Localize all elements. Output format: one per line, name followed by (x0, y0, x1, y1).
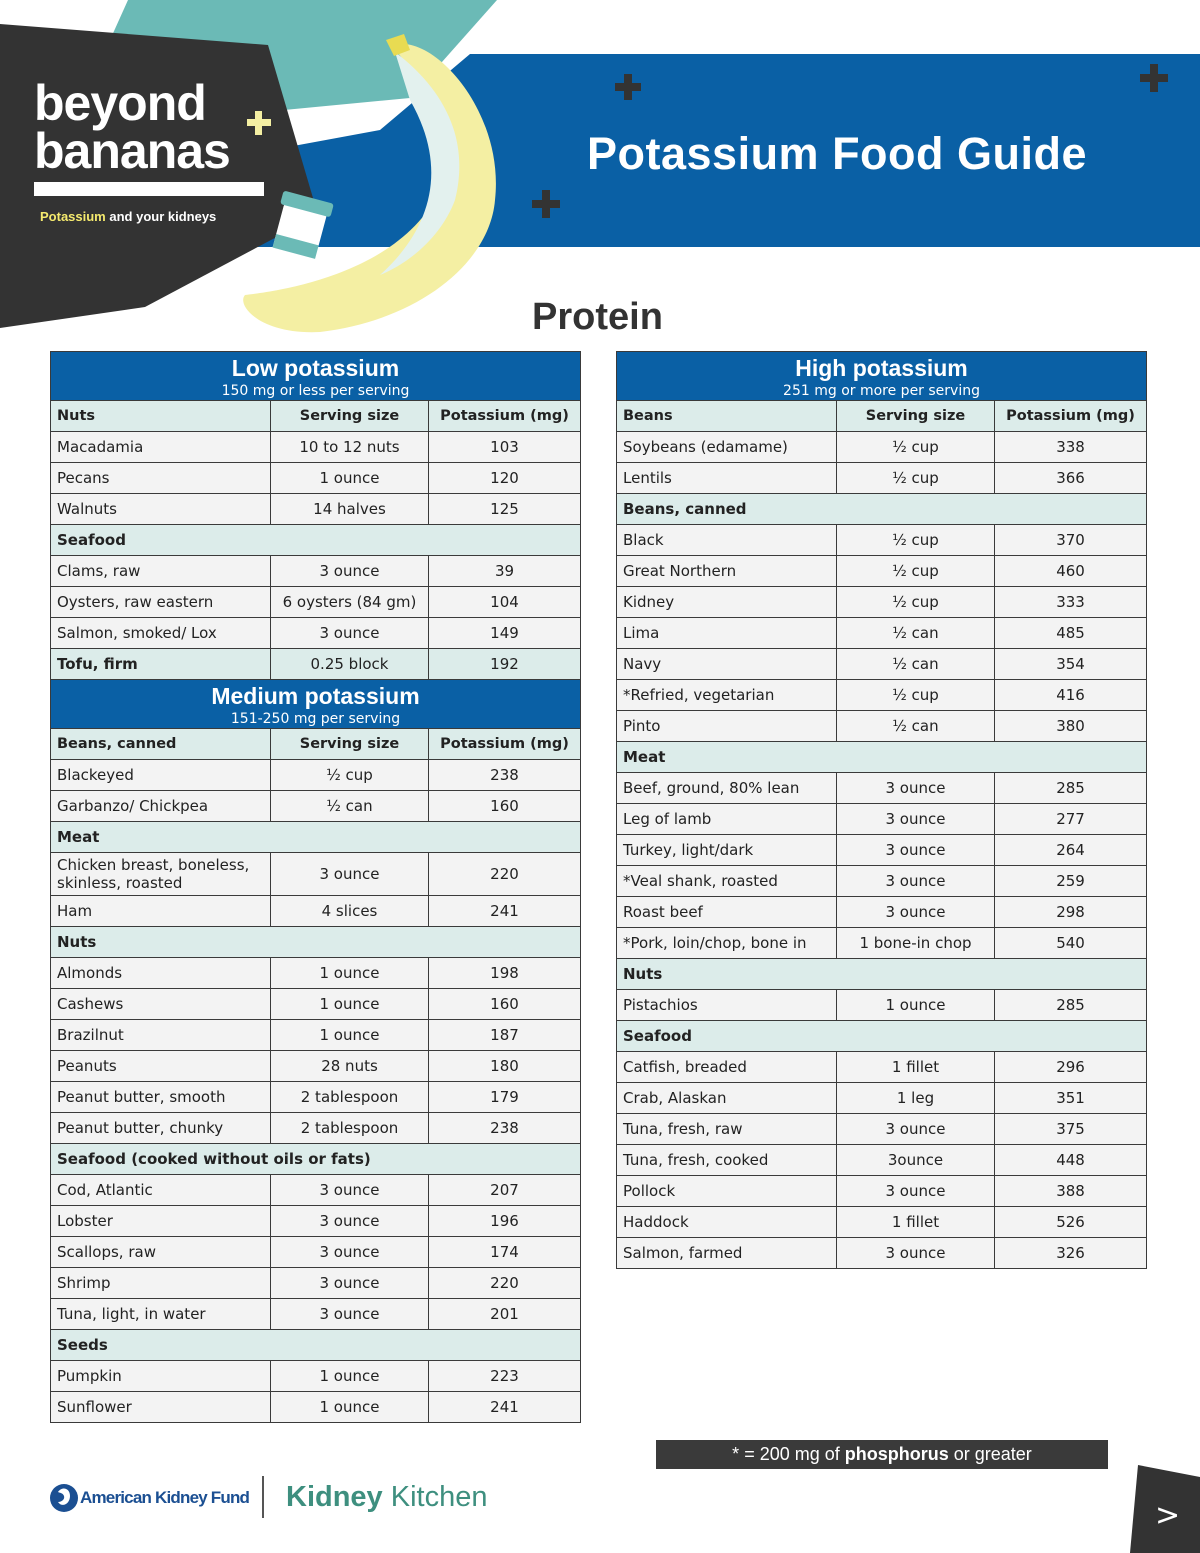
logo-tagline (40, 209, 216, 224)
table-row (617, 990, 1147, 1021)
table-row (51, 1051, 581, 1082)
potassium-mg: 298 (995, 897, 1147, 928)
table-row (51, 649, 581, 680)
category-row (617, 959, 1147, 990)
potassium-mg: 296 (995, 1052, 1147, 1083)
table-row (51, 896, 581, 927)
high-potassium-table (616, 351, 1147, 1269)
table-row (617, 525, 1147, 556)
table-row (51, 1268, 581, 1299)
category-row (617, 494, 1147, 525)
table-row (617, 432, 1147, 463)
serving-size: ½ cup (271, 760, 429, 791)
food-name: Pistachios (617, 990, 837, 1021)
table-row (617, 804, 1147, 835)
serving-size: 3 ounce (837, 1114, 995, 1145)
table-row (617, 773, 1147, 804)
potassium-mg: 333 (995, 587, 1147, 618)
food-name: Lobster (51, 1206, 271, 1237)
table-row (51, 494, 581, 525)
potassium-mg: 238 (429, 760, 581, 791)
food-name: Cashews (51, 989, 271, 1020)
column-header-row (51, 401, 581, 432)
serving-size-header: Serving size (271, 729, 429, 760)
table-row (51, 463, 581, 494)
food-name: Tofu, firm (51, 649, 271, 680)
table-row (51, 791, 581, 822)
table-row (51, 432, 581, 463)
kk-rest: Kitchen (382, 1481, 488, 1513)
category-label: Seeds (51, 1330, 581, 1361)
category-label: Meat (617, 742, 1147, 773)
potassium-mg: 179 (429, 1082, 581, 1113)
food-name: Lentils (617, 463, 837, 494)
legend-prefix: = 200 mg of (739, 1444, 845, 1464)
serving-size: 1 fillet (837, 1052, 995, 1083)
serving-size: ½ cup (837, 463, 995, 494)
table-row (617, 711, 1147, 742)
category-label: Beans, canned (617, 494, 1147, 525)
table-row (51, 618, 581, 649)
table-row (617, 649, 1147, 680)
column-header-row (51, 729, 581, 760)
category-row (51, 822, 581, 853)
food-name: Tuna, light, in water (51, 1299, 271, 1330)
table-row (617, 835, 1147, 866)
potassium-mg: 220 (429, 853, 581, 896)
potassium-mg: 264 (995, 835, 1147, 866)
table-row (617, 1238, 1147, 1269)
table-row (51, 1392, 581, 1423)
serving-size: 3 ounce (271, 618, 429, 649)
potassium-band (51, 352, 581, 401)
table-row (51, 989, 581, 1020)
potassium-mg: 388 (995, 1176, 1147, 1207)
food-name: Tuna, fresh, raw (617, 1114, 837, 1145)
serving-size: 3 ounce (837, 835, 995, 866)
serving-size: 1 ounce (271, 463, 429, 494)
category-header: Nuts (51, 401, 271, 432)
band-subtitle: 151-250 mg per serving (230, 711, 401, 727)
low-medium-table-body (51, 352, 581, 1423)
table-row (51, 760, 581, 791)
potassium-mg: 375 (995, 1114, 1147, 1145)
potassium-header: Potassium (mg) (429, 729, 581, 760)
kidney-kitchen-wordmark[interactable] (286, 1481, 487, 1514)
serving-size: ½ cup (837, 432, 995, 463)
potassium-mg: 120 (429, 463, 581, 494)
food-name: Black (617, 525, 837, 556)
column-header-row (617, 401, 1147, 432)
potassium-mg: 540 (995, 928, 1147, 959)
food-name: Peanuts (51, 1051, 271, 1082)
potassium-mg: 448 (995, 1145, 1147, 1176)
serving-size: 1 ounce (271, 1392, 429, 1423)
table-row (51, 1020, 581, 1051)
band-title: High potassium (795, 355, 968, 381)
category-header: Beans, canned (51, 729, 271, 760)
food-name: Sunflower (51, 1392, 271, 1423)
potassium-mg: 326 (995, 1238, 1147, 1269)
serving-size: ½ can (837, 711, 995, 742)
serving-size: 3 ounce (271, 1237, 429, 1268)
table-row (51, 587, 581, 618)
potassium-mg: 416 (995, 680, 1147, 711)
food-name: Shrimp (51, 1268, 271, 1299)
table-row (51, 1299, 581, 1330)
potassium-mg: 241 (429, 896, 581, 927)
table-row (51, 556, 581, 587)
serving-size: 1 fillet (837, 1207, 995, 1238)
tagline-rest: and your kidneys (105, 209, 217, 224)
table-row (617, 928, 1147, 959)
potassium-mg: 192 (429, 649, 581, 680)
potassium-mg: 241 (429, 1392, 581, 1423)
table-row (51, 958, 581, 989)
potassium-mg: 354 (995, 649, 1147, 680)
serving-size: 14 halves (271, 494, 429, 525)
potassium-mg: 104 (429, 587, 581, 618)
food-name: Ham (51, 896, 271, 927)
food-name: Walnuts (51, 494, 271, 525)
food-name: Kidney (617, 587, 837, 618)
potassium-mg: 207 (429, 1175, 581, 1206)
potassium-mg: 351 (995, 1083, 1147, 1114)
serving-size-header: Serving size (271, 401, 429, 432)
table-row (51, 1082, 581, 1113)
category-label: Nuts (617, 959, 1147, 990)
potassium-mg: 366 (995, 463, 1147, 494)
food-name: *Pork, loin/chop, bone in (617, 928, 837, 959)
table-row (51, 1206, 581, 1237)
serving-size: 3 ounce (837, 897, 995, 928)
serving-size: 1 ounce (271, 1361, 429, 1392)
table-row (617, 1083, 1147, 1114)
band-title: Low potassium (231, 355, 400, 381)
potassium-mg: 196 (429, 1206, 581, 1237)
food-name: Clams, raw (51, 556, 271, 587)
serving-size: ½ cup (837, 680, 995, 711)
potassium-mg: 223 (429, 1361, 581, 1392)
serving-size: 4 slices (271, 896, 429, 927)
band-cell (51, 680, 581, 729)
food-name: Oysters, raw eastern (51, 587, 271, 618)
category-label: Seafood (617, 1021, 1147, 1052)
potassium-band (617, 352, 1147, 401)
food-name: Brazilnut (51, 1020, 271, 1051)
category-row (617, 1021, 1147, 1052)
category-header: Beans (617, 401, 837, 432)
serving-size: 3 ounce (837, 866, 995, 897)
table-row (617, 618, 1147, 649)
potassium-band (51, 680, 581, 729)
logo-line-2: bananas (34, 123, 230, 179)
serving-size: ½ can (837, 649, 995, 680)
serving-size: 1 ounce (837, 990, 995, 1021)
food-name: Chicken breast, boneless, skinless, roasted (51, 853, 271, 896)
food-name: Almonds (51, 958, 271, 989)
serving-size: 1 ounce (271, 958, 429, 989)
food-name: Soybeans (edamame) (617, 432, 837, 463)
food-name: Navy (617, 649, 837, 680)
category-row (51, 927, 581, 958)
food-name: Scallops, raw (51, 1237, 271, 1268)
potassium-mg: 39 (429, 556, 581, 587)
serving-size: 28 nuts (271, 1051, 429, 1082)
food-name: Pumpkin (51, 1361, 271, 1392)
serving-size: 3ounce (837, 1145, 995, 1176)
page-header (0, 0, 1200, 340)
footer-divider (262, 1476, 264, 1518)
potassium-mg: 380 (995, 711, 1147, 742)
potassium-mg: 285 (995, 990, 1147, 1021)
potassium-mg: 149 (429, 618, 581, 649)
serving-size: ½ can (837, 618, 995, 649)
table-row (617, 1114, 1147, 1145)
potassium-mg: 338 (995, 432, 1147, 463)
table-row (51, 1113, 581, 1144)
category-label: Seafood (51, 525, 581, 556)
serving-size: 3 ounce (271, 556, 429, 587)
food-name: Pollock (617, 1176, 837, 1207)
logo-line-1: beyond (34, 75, 206, 131)
serving-size: ½ can (271, 791, 429, 822)
serving-size: 1 ounce (271, 1020, 429, 1051)
table-row (51, 853, 581, 896)
serving-size: 3 ounce (837, 804, 995, 835)
food-name: Lima (617, 618, 837, 649)
food-name: *Refried, vegetarian (617, 680, 837, 711)
potassium-mg: 103 (429, 432, 581, 463)
serving-size-header: Serving size (837, 401, 995, 432)
serving-size: 3 ounce (271, 1268, 429, 1299)
serving-size: 3 ounce (837, 773, 995, 804)
potassium-mg: 285 (995, 773, 1147, 804)
high-table-body (617, 352, 1147, 1269)
potassium-mg: 526 (995, 1207, 1147, 1238)
table-row (617, 463, 1147, 494)
serving-size: 3 ounce (837, 1176, 995, 1207)
potassium-mg: 160 (429, 791, 581, 822)
food-name: Haddock (617, 1207, 837, 1238)
food-name: Peanut butter, smooth (51, 1082, 271, 1113)
phosphorus-legend (656, 1440, 1108, 1469)
serving-size: ½ cup (837, 525, 995, 556)
akf-wordmark[interactable]: American Kidney Fund (80, 1488, 250, 1507)
page-title: Potassium Food Guide (587, 128, 1088, 179)
table-row (617, 556, 1147, 587)
food-name: Leg of lamb (617, 804, 837, 835)
serving-size: 3 ounce (271, 1175, 429, 1206)
band-title: Medium potassium (211, 683, 420, 709)
food-name: Tuna, fresh, cooked (617, 1145, 837, 1176)
table-row (617, 1052, 1147, 1083)
food-name: Cod, Atlantic (51, 1175, 271, 1206)
logo-underline (34, 182, 264, 196)
potassium-header: Potassium (mg) (995, 401, 1147, 432)
potassium-header: Potassium (mg) (429, 401, 581, 432)
food-name: Salmon, smoked/ Lox (51, 618, 271, 649)
category-label: Seafood (cooked without oils or fats) (51, 1144, 581, 1175)
potassium-mg: 485 (995, 618, 1147, 649)
food-name: Peanut butter, chunky (51, 1113, 271, 1144)
legend-symbol: * (732, 1444, 740, 1464)
serving-size: 1 leg (837, 1083, 995, 1114)
potassium-mg: 187 (429, 1020, 581, 1051)
table-row (617, 680, 1147, 711)
table-row (617, 1207, 1147, 1238)
category-label: Meat (51, 822, 581, 853)
potassium-mg: 180 (429, 1051, 581, 1082)
serving-size: ½ cup (837, 587, 995, 618)
serving-size: 3 ounce (271, 1206, 429, 1237)
category-row (617, 742, 1147, 773)
band-cell (51, 352, 581, 401)
food-name: Great Northern (617, 556, 837, 587)
section-title: Protein (532, 296, 663, 338)
serving-size: 3 ounce (271, 1299, 429, 1330)
serving-size: 3 ounce (271, 853, 429, 896)
food-name: Pecans (51, 463, 271, 494)
food-name: Catfish, breaded (617, 1052, 837, 1083)
low-medium-potassium-table (50, 351, 581, 1423)
potassium-mg: 460 (995, 556, 1147, 587)
legend-suffix: or greater (948, 1444, 1032, 1464)
akf-logo-icon (48, 1480, 82, 1516)
food-name: Roast beef (617, 897, 837, 928)
table-row (617, 587, 1147, 618)
potassium-mg: 277 (995, 804, 1147, 835)
serving-size: 2 tablespoon (271, 1113, 429, 1144)
table-row (617, 1145, 1147, 1176)
band-cell (617, 352, 1147, 401)
category-row (51, 525, 581, 556)
potassium-mg: 238 (429, 1113, 581, 1144)
serving-size: 1 ounce (271, 989, 429, 1020)
food-name: Salmon, farmed (617, 1238, 837, 1269)
category-row (51, 1330, 581, 1361)
potassium-mg: 201 (429, 1299, 581, 1330)
food-name: Pinto (617, 711, 837, 742)
potassium-mg: 198 (429, 958, 581, 989)
tagline-highlight: Potassium (40, 209, 106, 224)
food-name: Beef, ground, 80% lean (617, 773, 837, 804)
potassium-mg: 174 (429, 1237, 581, 1268)
potassium-mg: 259 (995, 866, 1147, 897)
table-row (617, 897, 1147, 928)
food-name: Macadamia (51, 432, 271, 463)
band-subtitle: 251 mg or more per serving (783, 383, 980, 399)
potassium-mg: 370 (995, 525, 1147, 556)
potassium-mg: 220 (429, 1268, 581, 1299)
food-name: Crab, Alaskan (617, 1083, 837, 1114)
serving-size: 2 tablespoon (271, 1082, 429, 1113)
legend-bold: phosphorus (844, 1444, 949, 1464)
food-name: *Veal shank, roasted (617, 866, 837, 897)
table-row (51, 1361, 581, 1392)
next-arrow-icon[interactable]: > (1155, 1498, 1181, 1533)
food-name: Turkey, light/dark (617, 835, 837, 866)
serving-size: ½ cup (837, 556, 995, 587)
serving-size: 3 ounce (837, 1238, 995, 1269)
serving-size: 10 to 12 nuts (271, 432, 429, 463)
table-row (51, 1175, 581, 1206)
potassium-mg: 160 (429, 989, 581, 1020)
table-row (51, 1237, 581, 1268)
serving-size: 0.25 block (271, 649, 429, 680)
kk-bold: Kidney (286, 1481, 383, 1513)
serving-size: 1 bone-in chop (837, 928, 995, 959)
food-name: Garbanzo/ Chickpea (51, 791, 271, 822)
table-row (617, 866, 1147, 897)
serving-size: 6 oysters (84 gm) (271, 587, 429, 618)
table-row (617, 1176, 1147, 1207)
category-row (51, 1144, 581, 1175)
band-subtitle: 150 mg or less per serving (221, 383, 410, 399)
food-name: Blackeyed (51, 760, 271, 791)
potassium-mg: 125 (429, 494, 581, 525)
category-label: Nuts (51, 927, 581, 958)
